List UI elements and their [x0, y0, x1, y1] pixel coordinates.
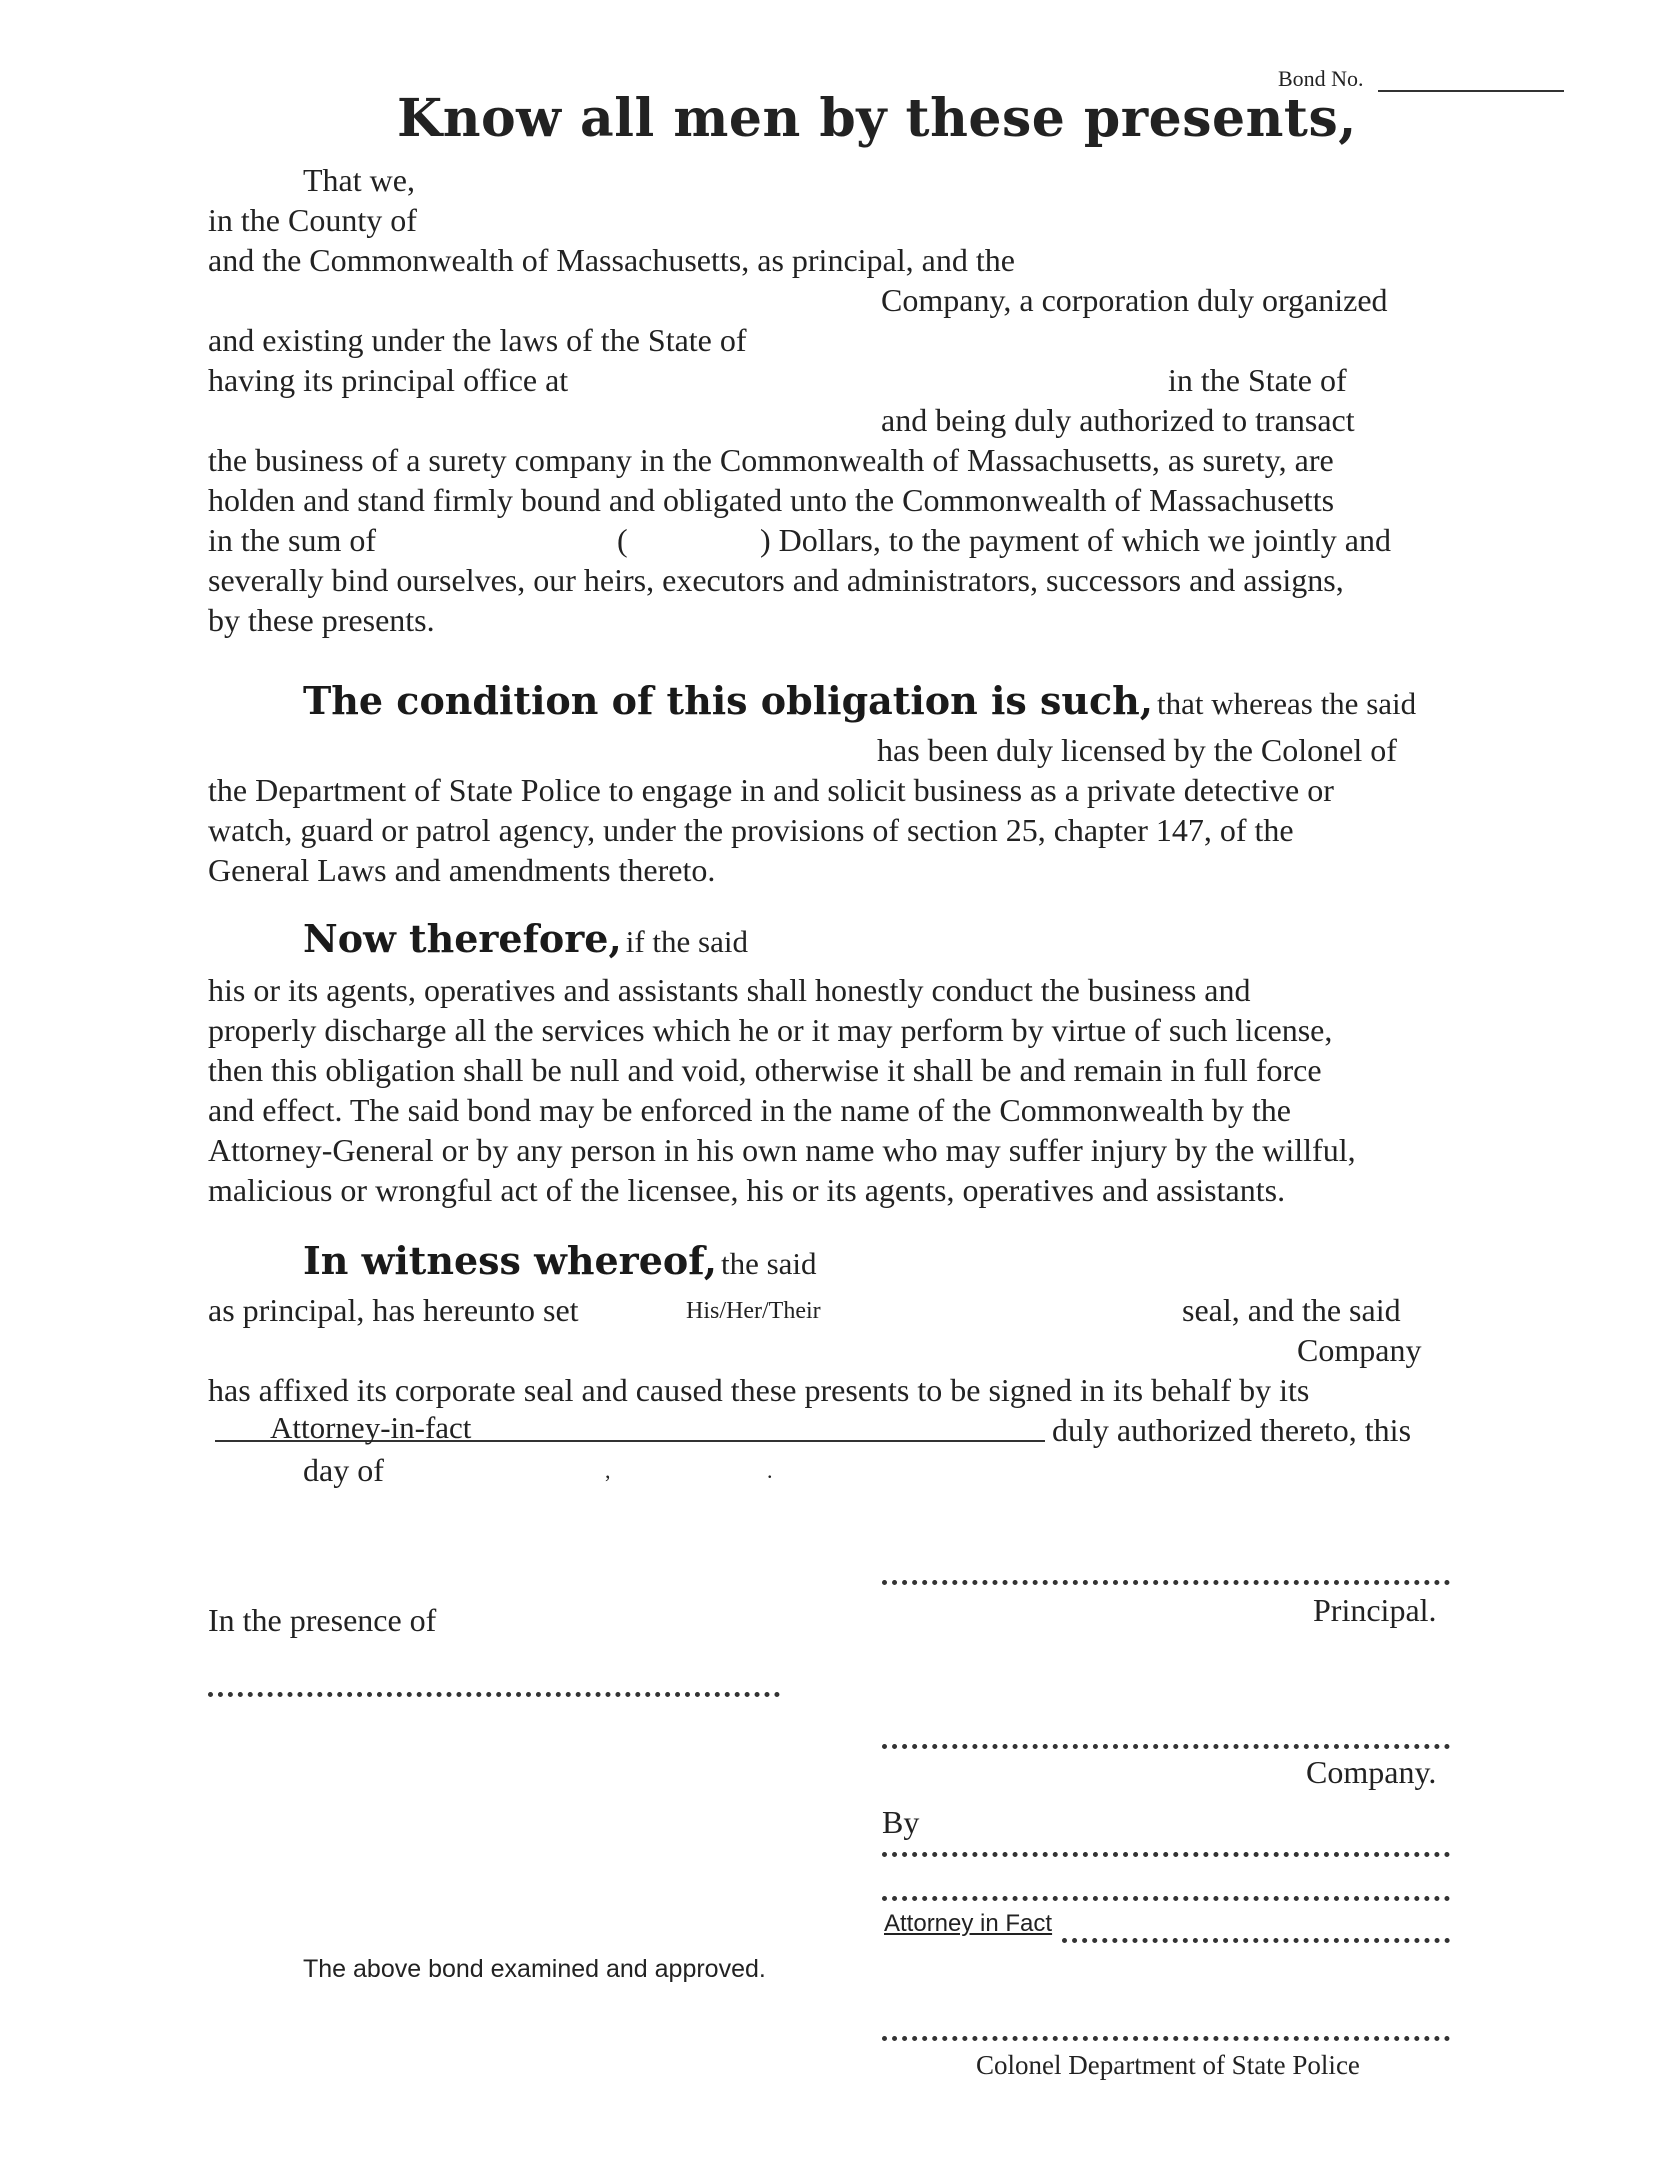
para1-line11: severally bind ourselves, our heirs, executors and administrators, successors and assigns, [208, 562, 1344, 598]
witness-line2a: as principal, has hereunto set [208, 1292, 579, 1328]
therefore-line6: Attorney-General or by any person in his own name who may suffer injury by the willful, [208, 1132, 1356, 1168]
company-signature-line[interactable] [882, 1744, 1450, 1749]
witness-tail: the said [720, 1246, 817, 1281]
therefore-line5: and effect. The said bond may be enforced in the name of the Commonwealth by the [208, 1092, 1291, 1128]
witness-lead: In witness whereof, [303, 1238, 717, 1283]
therefore-line2: his or its agents, operatives and assistants shall honestly conduct the business and [208, 972, 1251, 1008]
para1-line6a: having its principal office at [208, 362, 569, 398]
bond-number-label: Bond No. [1278, 66, 1364, 91]
therefore-heading [303, 916, 748, 961]
by-label: By [882, 1804, 920, 1840]
therefore-tail: if the said [625, 924, 748, 959]
condition-line3: the Department of State Police to engage in and solicit business as a private detective or [208, 772, 1334, 808]
bond-number-field[interactable] [1378, 90, 1564, 92]
colonel-label: Colonel Department of State Police [976, 2050, 1360, 2080]
condition-line4: watch, guard or patrol agency, under the provisions of section 25, chapter 147, of the [208, 812, 1294, 848]
approval-statement: The above bond examined and approved. [303, 1955, 766, 1983]
condition-heading [303, 678, 1416, 723]
document-title: Know all men by these presents, [397, 88, 1357, 149]
company-label: Company. [1306, 1754, 1437, 1790]
date-comma: , [605, 1458, 611, 1483]
witness-line2c: seal, and the said [1182, 1292, 1401, 1328]
attorney-in-fact-entry: Attorney-in-fact [270, 1410, 472, 1445]
para1-line2: in the County of [208, 202, 417, 238]
para1-line10c: ) Dollars, to the payment of which we jointly and [760, 522, 1391, 558]
presence-label: In the presence of [208, 1602, 437, 1638]
therefore-line4: then this obligation shall be null and void, otherwise it shall be and remain in full force [208, 1052, 1322, 1088]
principal-label: Principal. [1313, 1592, 1437, 1628]
condition-tail: that whereas the said [1157, 686, 1417, 721]
date-period: . [767, 1458, 773, 1483]
witness-line4: has affixed its corporate seal and caused these presents to be signed in its behalf by its [208, 1372, 1310, 1408]
therefore-line7: malicious or wrongful act of the licensee, his or its agents, operatives and assistants. [208, 1172, 1286, 1208]
para1-line1: That we, [303, 162, 415, 198]
para1-line7: and being duly authorized to transact [881, 402, 1355, 438]
condition-line5: General Laws and amendments thereto. [208, 852, 716, 888]
witness-heading [303, 1238, 817, 1283]
attorney-label: Attorney in Fact [884, 1910, 1053, 1937]
witness-line6a: day of [303, 1452, 384, 1488]
para1-line12: by these presents. [208, 602, 435, 638]
attorney-signature-line[interactable] [1062, 1938, 1450, 1943]
para1-line9: holden and stand firmly bound and obligated unto the Commonwealth of Massachusetts [208, 482, 1335, 518]
witness-line3: Company [1297, 1332, 1422, 1368]
therefore-lead: Now therefore, [303, 916, 622, 961]
condition-lead: The condition of this obligation is such, [303, 678, 1154, 723]
para1-line6b: in the State of [1168, 362, 1347, 398]
by-signature-line[interactable] [882, 1852, 1450, 1857]
by-signature-line-2[interactable] [882, 1896, 1450, 1901]
colonel-signature-line[interactable] [882, 2036, 1450, 2041]
para1-line10a: in the sum of [208, 522, 376, 558]
para1-line3: and the Commonwealth of Massachusetts, as principal, and the [208, 242, 1015, 278]
principal-signature-line[interactable] [882, 1580, 1450, 1585]
condition-line2: has been duly licensed by the Colonel of [877, 732, 1397, 768]
witness-signature-line[interactable] [208, 1692, 780, 1697]
witness-line5b: duly authorized thereto, this [1052, 1412, 1412, 1448]
therefore-line3: properly discharge all the services which he or it may perform by virtue of such license, [208, 1012, 1333, 1048]
pronoun-choice: His/Her/Their [686, 1298, 821, 1324]
para1-line10b: ( [617, 522, 628, 558]
para1-line5: and existing under the laws of the State of [208, 322, 747, 358]
para1-line4: Company, a corporation duly organized [881, 282, 1388, 318]
para1-line8: the business of a surety company in the Commonwealth of Massachusetts, as surety, are [208, 442, 1334, 478]
